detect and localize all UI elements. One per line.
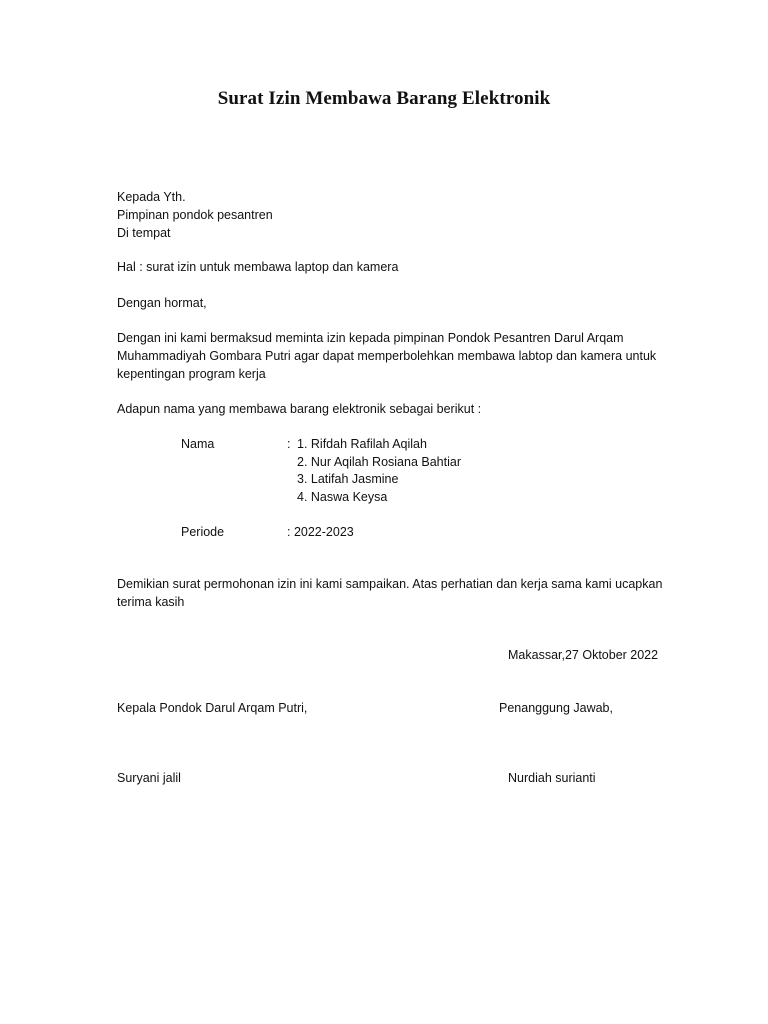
list-intro: Adapun nama yang membawa barang elektronik sebagai berikut : bbox=[117, 402, 482, 416]
name-label: Nama bbox=[181, 437, 215, 451]
closing-line-1: Demikian surat permohonan izin ini kami sampaikan. Atas perhatian dan kerja sama kami ucapkan bbox=[117, 577, 663, 591]
body-paragraph-line-1: Dengan ini kami bermaksud meminta izin kepada pimpinan Pondok Pesantren Darul Arqam bbox=[117, 331, 624, 345]
recipient-line-2: Pimpinan pondok pesantren bbox=[117, 208, 273, 222]
body-paragraph-line-2: Muhammadiyah Gombara Putri agar dapat memperbolehkan membawa labtop dan kamera untuk bbox=[117, 349, 657, 363]
left-signatory-name: Suryani jalil bbox=[117, 771, 181, 785]
period-label: Periode bbox=[181, 525, 225, 539]
recipient-line-1: Kepada Yth. bbox=[117, 190, 186, 204]
document-title: Surat Izin Membawa Barang Elektronik bbox=[217, 88, 551, 109]
name-item-2: 2. Nur Aqilah Rosiana Bahtiar bbox=[297, 455, 461, 469]
name-colon: : bbox=[287, 437, 291, 451]
name-item-3: 3. Latifah Jasmine bbox=[297, 472, 399, 486]
right-signatory-title: Penanggung Jawab, bbox=[499, 701, 613, 715]
subject-line: Hal : surat izin untuk membawa laptop dan kamera bbox=[117, 260, 399, 274]
recipient-line-3: Di tempat bbox=[117, 226, 171, 240]
greeting: Dengan hormat, bbox=[117, 296, 207, 310]
closing-line-2: terima kasih bbox=[117, 595, 185, 609]
place-date: Makassar,27 Oktober 2022 bbox=[508, 648, 659, 662]
name-item-1: 1. Rifdah Rafilah Aqilah bbox=[297, 437, 427, 451]
name-item-4: 4. Naswa Keysa bbox=[297, 490, 388, 504]
period-value: : 2022-2023 bbox=[287, 525, 354, 539]
body-paragraph-line-3: kepentingan program kerja bbox=[117, 367, 266, 381]
left-signatory-title: Kepala Pondok Darul Arqam Putri, bbox=[117, 701, 308, 715]
right-signatory-name: Nurdiah surianti bbox=[508, 771, 596, 785]
